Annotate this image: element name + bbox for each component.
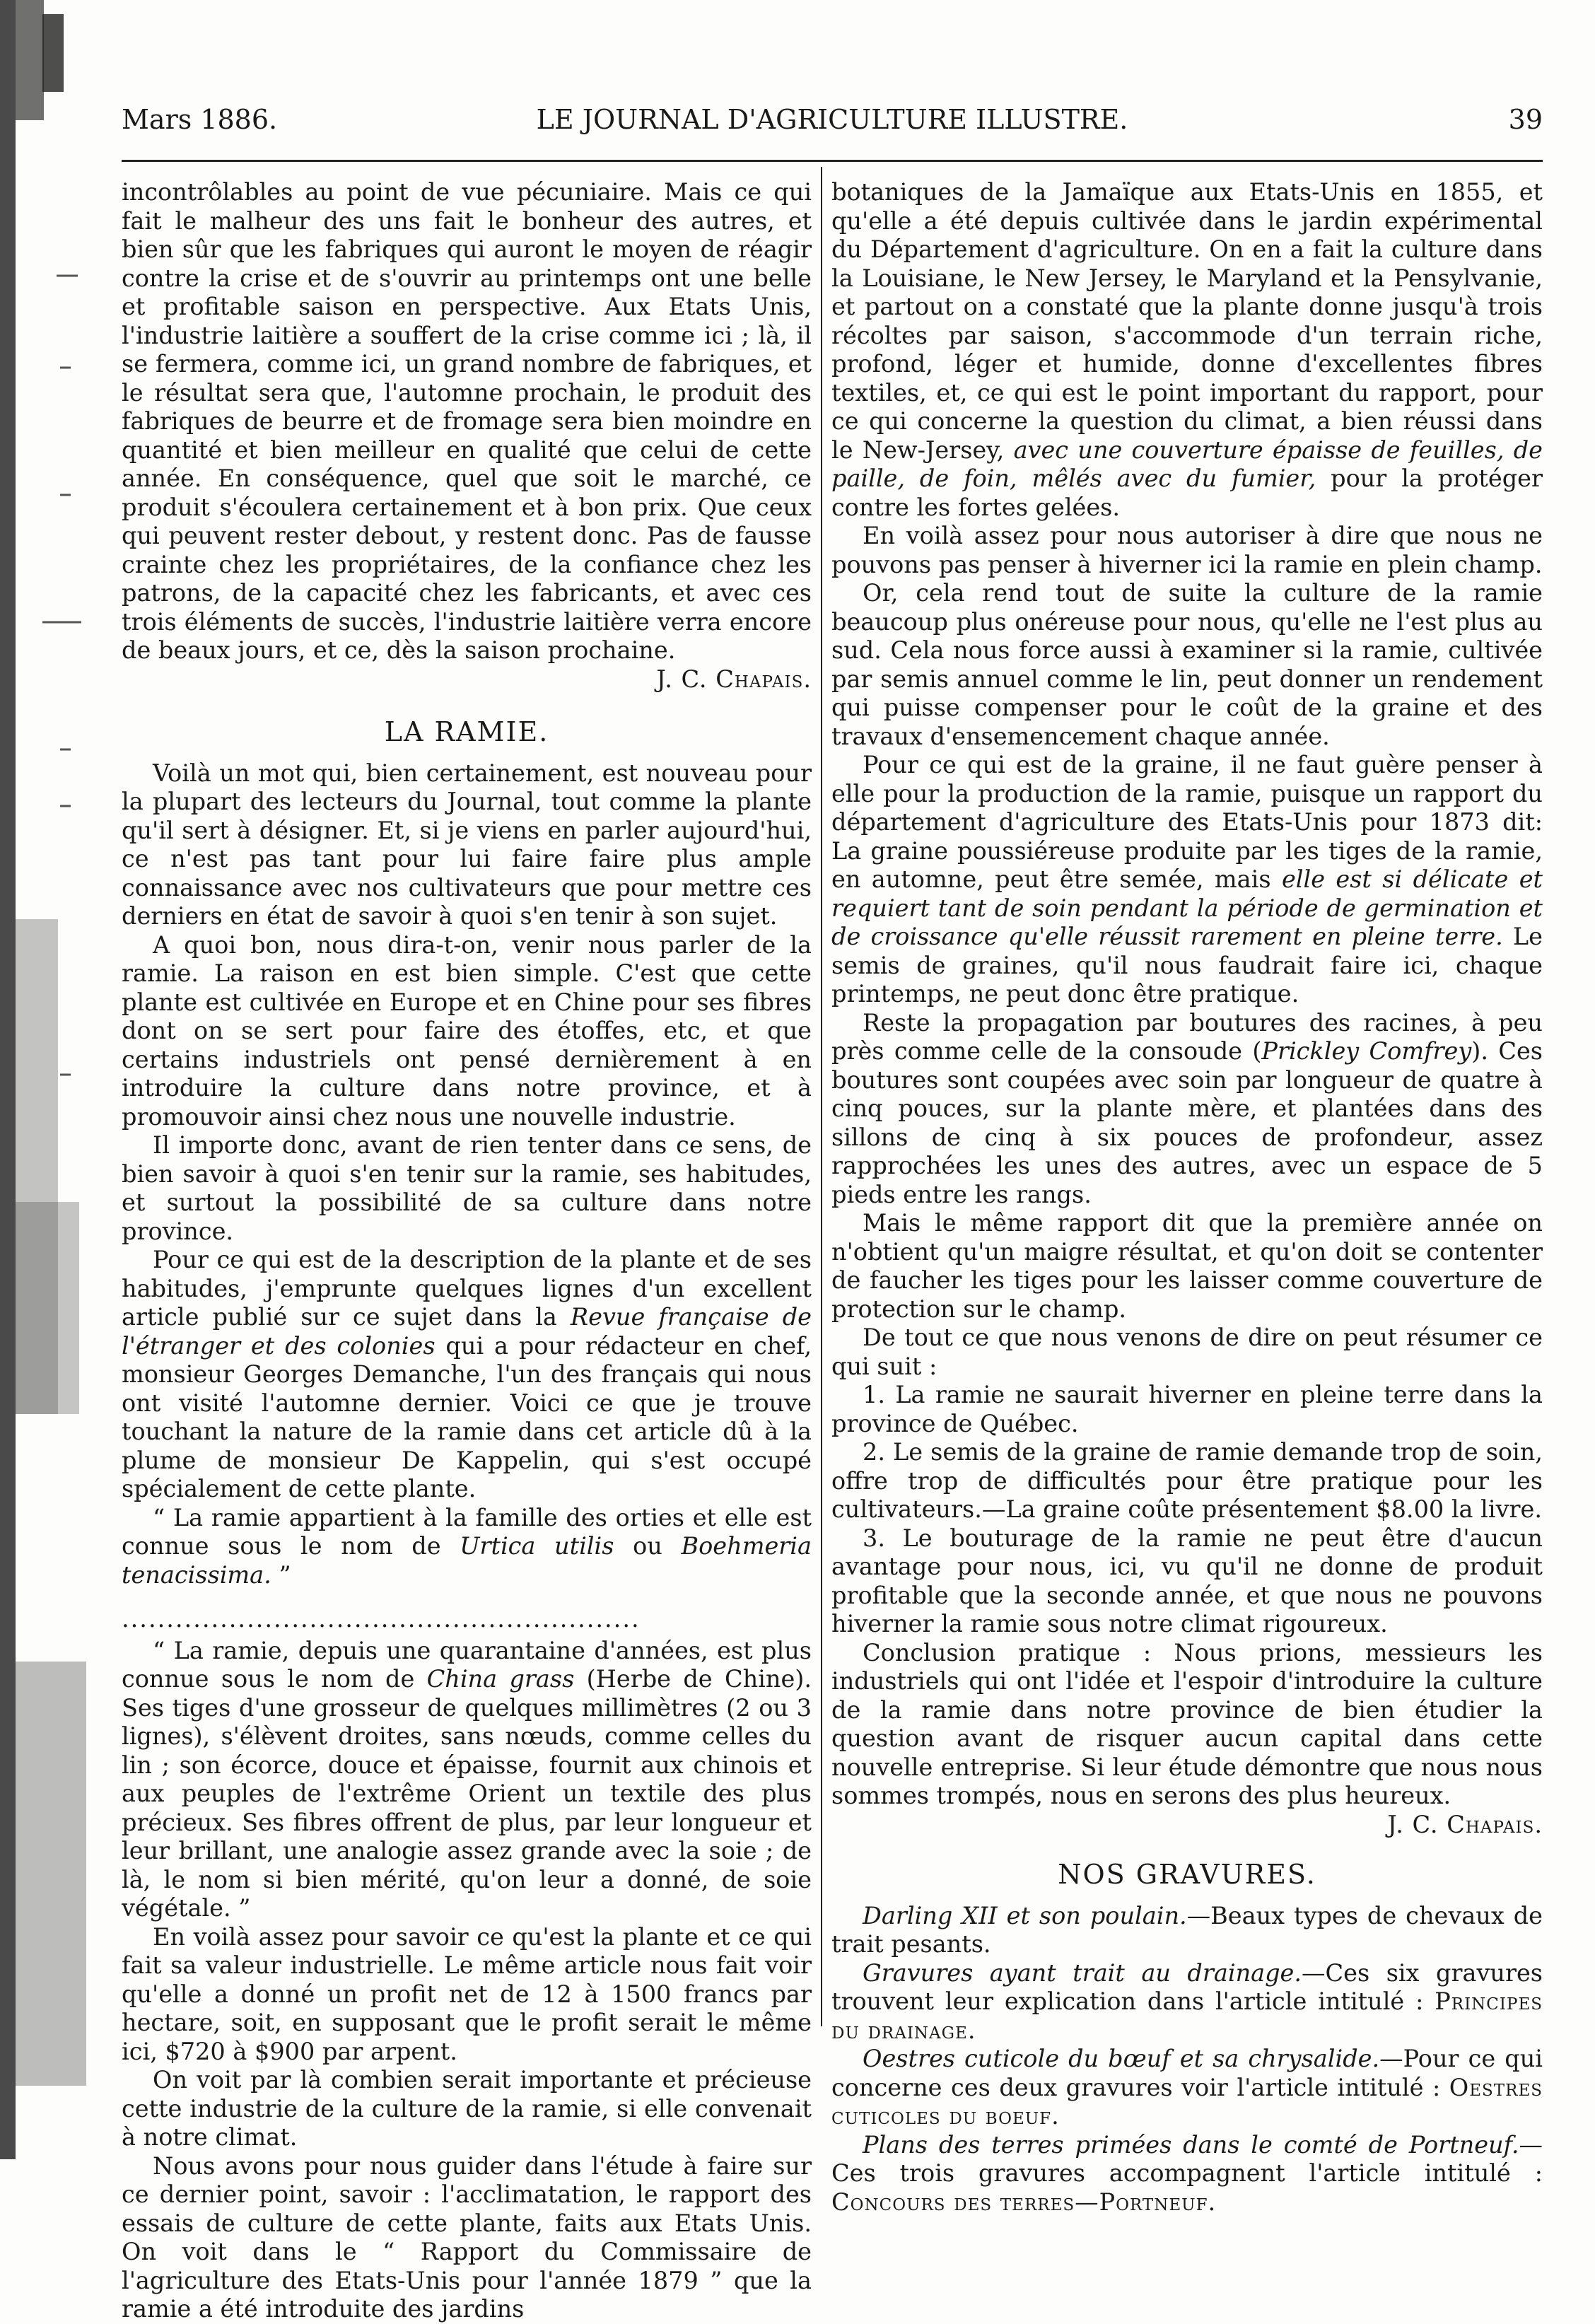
ramie-paragraph-11: Reste la propagation par boutures des racines, à peu près comme celle de la consoude (Prickley Comfrey). Ces boutures sont coupées avec soin par longueur de quatre à cinq pouces, sur la plante mère, et plantées dans des sillons de cinq à six pouces de profondeur, assez rapprochées les unes des autres, avec un espace de 5 pieds entre les rangs. [831, 1008, 1543, 1208]
conclusion-paragraph: Conclusion pratique : Nous prions, messieurs les industriels qui ont l'idée et l'espoir d'introduire la culture de la ramie dans notre province de bien étudier la question avant de risquer aucun capital dans cette nouvelle entreprise. Si leur étude démontre que nous nous sommes trompés, nous en serons des plus heureux. [831, 1638, 1543, 1809]
gravure-item-3: Oestres cuticole du bœuf et sa chrysalide.—Pour ce qui concerne ces deux gravures voir l'article intitulé : Oestres cuticoles du boeuf. [831, 2045, 1543, 2130]
gravure-item-1: Darling XII et son poulain.—Beaux types de chevaux de trait pesants. [831, 1901, 1543, 1958]
journal-title: LE JOURNAL D'AGRICULTURE ILLUSTRE. [536, 104, 1128, 135]
page-number: 39 [1508, 104, 1543, 135]
ramie-paragraph-2: A quoi bon, nous dira-t-on, venir nous parler de la ramie. La raison en est bien simple. C'est que cette plante est cultivée en Europe et en Chine pour ses fibres dont on se sert pour faire des étoffes, etc, et que certains industriels ont pensé dernièrement à en introduire la culture dans notre province, et à promouvoir ainsi chez nous une nouvelle industrie. [122, 930, 812, 1131]
page-header [122, 95, 1543, 138]
ramie-paragraph-12: Mais le même rapport dit que la première année on n'obtient qu'un maigre résultat, et qu'on doit se contenter de faucher les tiges pour les laisser comme couverture de protection sur le champ. [831, 1209, 1543, 1323]
summary-item-2: 2. Le semis de la graine de ramie demande trop de soin, offre trop de difficultés pour être pratique pour les cultivateurs.—La graine coûte présentement $8.00 la livre. [831, 1438, 1543, 1523]
scan-edge-artifact [0, 0, 99, 2159]
ramie-paragraph-1: Voilà un mot qui, bien certainement, est nouveau pour la plupart des lecteurs du Journal, tout comme la plante qu'il sert à désigner. Et, si je viens en parler aujourd'hui, ce n'est pas tant pour lui faire faire plus ample connaissance avec nos cultivateurs que pour mettre ces derniers en état de savoir à quoi s'en tenir à son sujet. [122, 759, 812, 930]
gravure-item-4: Plans des terres primées dans le comté de Portneuf.—Ces trois gravures accompagnent l'article intitulé : Concours des terres—Portneuf. [831, 2130, 1543, 2216]
ramie-paragraph-9: Or, cela rend tout de suite la culture de la ramie beaucoup plus onéreuse pour nous, qu'elle ne l'est plus au sud. Cela nous force aussi à examiner si la ramie, cultivée par semis annuel comme le lin, peut donner un rendement qui puisse compenser pour le coût de la graine et des travaux d'ensemencement chaque année. [831, 579, 1543, 750]
ramie-section-title: LA RAMIE. [384, 716, 549, 747]
ramie-paragraph-8: En voilà assez pour nous autoriser à dire que nous ne pouvons pas penser à hiverner ici la ramie en plein champ. [831, 522, 1543, 578]
signature-chapais-2: J. C. Chapais. [1387, 1810, 1543, 1838]
ramie-paragraph-4: Pour ce qui est de la description de la plante et de ses habitudes, j'emprunte quelques lignes d'un excellent article publié sur ce sujet dans la Revue française de l'étranger et des colonies qui a pour rédacteur en chef, monsieur Georges Demanche, l'un des français qui nous ont visité l'automne dernier. Voici ce que je trouve touchant la nature de la ramie dans cet article dû à la plume de monsieur De Kappelin, qui s'est occupé spécialement de cette plante. [122, 1246, 812, 1502]
dairy-article-ending: incontrôlables au point de vue pécuniaire. Mais ce qui fait le malheur des uns fait le bonheur des autres, et bien sûr que les fabriques qui auront le moyen de réagir contre la crise et de s'ouvrir au printemps ont une belle et profitable saison en perspective. Aux Etats Unis, l'industrie laitière a souffert de la crise comme ici ; là, il se fermera, comme ici, un grand nombre de fabriques, et le résultat sera que, l'automne prochain, le produit des fabriques de beurre et de fromage sera bien moindre en quantité et bien meilleur en qualité que celui de cette année. En conséquence, quel que soit le marché, ce produit s'écoulera certainement et à bon prix. Que ceux qui peuvent rester debout, y restent donc. Pas de fausse crainte chez les propriétaires, de la confiance chez les patrons, de la capacité chez les fabricants, et avec ces trois éléments de succès, l'industrie laitière verra encore de beaux jours, et ce, dès la saison prochaine. [122, 178, 812, 664]
ellipsis-separator: .......................................................... [122, 1605, 641, 1633]
summary-item-3: 3. Le bouturage de la ramie ne peut être d'aucun avantage pour nous, ici, vu qu'il ne donne de produit profitable que la seconde année, et que nous ne pouvons hiverner la ramie sous notre climat rigoureux. [831, 1524, 1543, 1637]
right-column [831, 178, 1543, 2217]
summary-item-1: 1. La ramie ne saurait hiverner en pleine terre dans la province de Québec. [831, 1381, 1543, 1437]
ramie-paragraph-3: Il importe donc, avant de rien tenter dans ce sens, de bien savoir à quoi s'en tenir sur la ramie, ses habitudes, et surtout la possibilité de sa culture dans notre province. [122, 1131, 812, 1245]
ramie-paragraph-6: On voit par là combien serait importante et précieuse cette industrie de la culture de la ramie, si elle convenait à notre climat. [122, 2066, 812, 2151]
gravure-item-2: Gravures ayant trait au drainage.—Ces six gravures trouvent leur explication dans l'article intitulé : Principes du drainage. [831, 1958, 1543, 2044]
revue-title: Revue française de l'étranger et des colonies [122, 1303, 812, 1360]
ramie-paragraph-10: Pour ce qui est de la graine, il ne faut guère penser à elle pour la production de la ramie, puisque un rapport du département d'agriculture des Etats-Unis pour 1873 dit: La graine poussiéreuse produite par les tiges de la ramie, en automne, peut être semée, mais elle est si délicate et requiert tant de soin pendant la période de germination et de croissance qu'elle réussit rarement en pleine terre. Le semis de graines, qu'il nous faudrait faire ici, chaque printemps, ne peut donc être pratique. [831, 751, 1543, 1008]
signature-chapais-1: J. C. Chapais. [656, 665, 812, 693]
gravures-section-title: NOS GRAVURES. [1058, 1859, 1316, 1890]
left-column [122, 178, 812, 2324]
ramie-paragraph-7: Nous avons pour nous guider dans l'étude à faire sur ce dernier point, savoir : l'acclimatation, le rapport des essais de culture de cette plante, faits aux Etats Unis. On voit dans le “ Rapport du Commissaire de l'agriculture des Etats-Unis pour l'année 1879 ” que la ramie a été introduite des jardins [122, 2151, 812, 2323]
header-rule [122, 160, 1543, 162]
column-divider [821, 167, 822, 2026]
ramie-paragraph-13: De tout ce que nous venons de dire on peut résumer ce qui suit : [831, 1324, 1543, 1380]
header-date: Mars 1886. [122, 104, 278, 135]
ramie-quote-1: “ La ramie appartient à la famille des orties et elle est connue sous le nom de Urtica utilis ou Boehmeria tenacissima. ” [122, 1503, 812, 1589]
ramie-quote-2: “ La ramie, depuis une quarantaine d'années, est plus connue sous le nom de China grass (Herbe de Chine). Ses tiges d'une grosseur de quelques millimètres (2 ou 3 lignes), s'élèvent droites, sans nœuds, comme celles du lin ; son écorce, douce et épaisse, fournit aux chinois et aux peuples de l'extrême Orient un textile des plus précieux. Ses fibres offrent de plus, par leur longueur et leur brillant, une analogie assez grande avec la soie ; de là, le nom si bien mérité, qu'on leur a donné, de soie végétale. ” [122, 1636, 812, 1922]
ramie-continued-paragraph: botaniques de la Jamaïque aux Etats-Unis en 1855, et qu'elle a été depuis cultivée dans le jardin expérimental du Département d'agriculture. On en a fait la culture dans la Louisiane, le New Jersey, le Maryland et la Pensylvanie, et partout on a constaté que la plante donne jusqu'à trois récoltes par saison, s'accommode d'un terrain riche, profond, léger et humide, donne d'excellentes fibres textiles, et, ce qui est le point important du rapport, pour ce qui concerne la question du climat, a bien réussi dans le New-Jersey, avec une couverture épaisse de feuilles, de paille, de foin, mêlés avec du fumier, pour la protéger contre les fortes gelées. [831, 178, 1543, 521]
ramie-paragraph-5: En voilà assez pour savoir ce qu'est la plante et ce qui fait sa valeur industrielle. Le même article nous fait voir qu'elle a donné un profit net de 12 à 1500 francs par hectare, soit, en supposant que le profit serait le même ici, $720 à $900 par arpent. [122, 1922, 812, 2065]
